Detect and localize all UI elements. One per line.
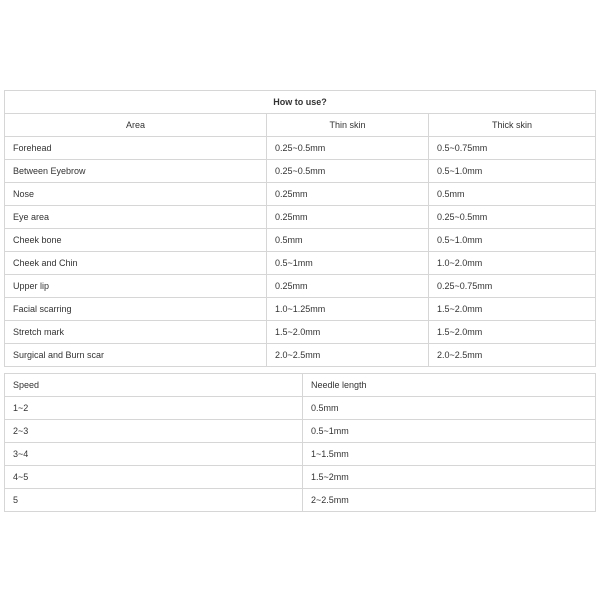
thin-skin-cell: 0.25~0.5mm (267, 137, 429, 160)
speed-header-row (5, 374, 596, 397)
needle-length-cell: 2~2.5mm (303, 489, 596, 512)
speed-cell: 3~4 (5, 443, 303, 466)
thin-skin-cell: 0.25mm (267, 206, 429, 229)
table-row (5, 206, 596, 229)
table-row (5, 466, 596, 489)
table-row (5, 489, 596, 512)
table-row (5, 183, 596, 206)
header-needle-length: Needle length (303, 374, 596, 397)
usage-table-title: How to use? (5, 91, 596, 114)
speed-cell: 2~3 (5, 420, 303, 443)
header-thin-skin: Thin skin (267, 114, 429, 137)
thin-skin-cell: 0.25~0.5mm (267, 160, 429, 183)
area-cell: Surgical and Burn scar (5, 344, 267, 367)
area-cell: Nose (5, 183, 267, 206)
area-cell: Eye area (5, 206, 267, 229)
speed-cell: 5 (5, 489, 303, 512)
table-row (5, 344, 596, 367)
table-row (5, 252, 596, 275)
area-cell: Forehead (5, 137, 267, 160)
needle-length-cell: 0.5~1mm (303, 420, 596, 443)
thin-skin-cell: 0.5~1mm (267, 252, 429, 275)
needle-length-cell: 1.5~2mm (303, 466, 596, 489)
table-row (5, 321, 596, 344)
thick-skin-cell: 1.5~2.0mm (429, 298, 596, 321)
table-row (5, 298, 596, 321)
area-cell: Facial scarring (5, 298, 267, 321)
speed-table (4, 373, 596, 512)
thick-skin-cell: 1.5~2.0mm (429, 321, 596, 344)
table-row (5, 137, 596, 160)
header-speed: Speed (5, 374, 303, 397)
thin-skin-cell: 1.0~1.25mm (267, 298, 429, 321)
usage-header-row (5, 114, 596, 137)
thin-skin-cell: 1.5~2.0mm (267, 321, 429, 344)
table-row (5, 275, 596, 298)
thick-skin-cell: 0.5mm (429, 183, 596, 206)
thin-skin-cell: 0.25mm (267, 183, 429, 206)
area-cell: Cheek bone (5, 229, 267, 252)
thick-skin-cell: 1.0~2.0mm (429, 252, 596, 275)
thin-skin-cell: 0.25mm (267, 275, 429, 298)
thin-skin-cell: 2.0~2.5mm (267, 344, 429, 367)
table-row (5, 443, 596, 466)
thick-skin-cell: 0.5~1.0mm (429, 229, 596, 252)
area-cell: Stretch mark (5, 321, 267, 344)
thick-skin-cell: 2.0~2.5mm (429, 344, 596, 367)
usage-title-row (5, 91, 596, 114)
thin-skin-cell: 0.5mm (267, 229, 429, 252)
table-row (5, 397, 596, 420)
area-cell: Upper lip (5, 275, 267, 298)
needle-length-cell: 0.5mm (303, 397, 596, 420)
thick-skin-cell: 0.25~0.5mm (429, 206, 596, 229)
table-row (5, 420, 596, 443)
thick-skin-cell: 0.25~0.75mm (429, 275, 596, 298)
usage-table (4, 90, 596, 367)
thick-skin-cell: 0.5~0.75mm (429, 137, 596, 160)
table-row (5, 229, 596, 252)
table-row (5, 160, 596, 183)
area-cell: Between Eyebrow (5, 160, 267, 183)
needle-length-cell: 1~1.5mm (303, 443, 596, 466)
speed-cell: 1~2 (5, 397, 303, 420)
header-thick-skin: Thick skin (429, 114, 596, 137)
area-cell: Cheek and Chin (5, 252, 267, 275)
thick-skin-cell: 0.5~1.0mm (429, 160, 596, 183)
speed-cell: 4~5 (5, 466, 303, 489)
header-area: Area (5, 114, 267, 137)
